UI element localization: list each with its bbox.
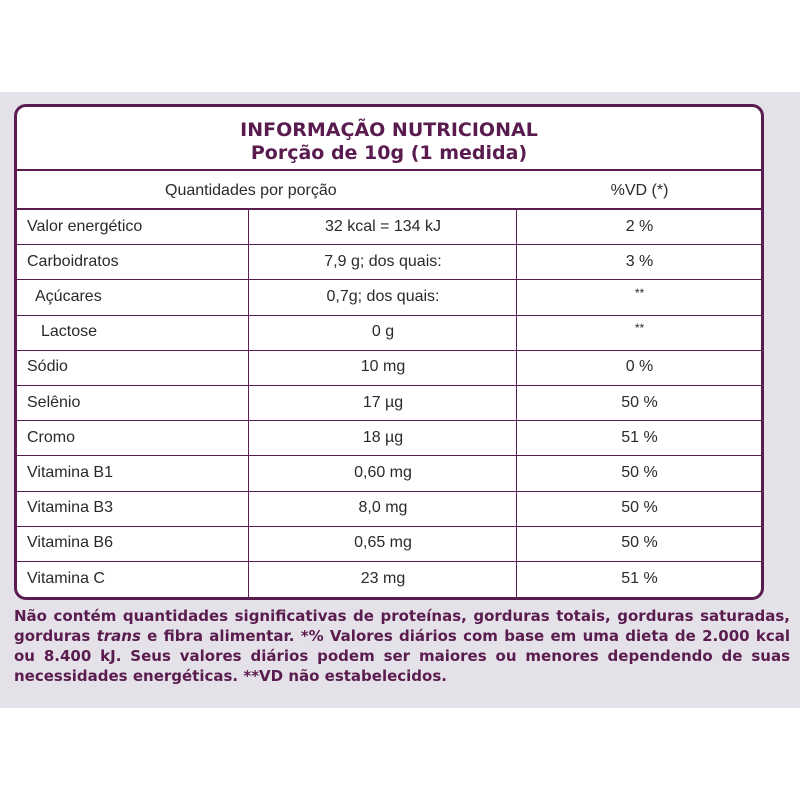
row-divider [17, 420, 761, 421]
column-divider-1 [248, 209, 249, 597]
row-amount: 8,0 mg [358, 499, 408, 516]
nutrition-table [14, 104, 764, 600]
row-vd: 50 % [621, 534, 658, 551]
row-amount: 23 mg [360, 570, 406, 587]
table-title [17, 119, 761, 165]
row-divider [17, 279, 761, 280]
row-amount: 10 mg [360, 358, 406, 375]
row-divider [17, 455, 761, 456]
row-vd: 51 % [621, 429, 658, 446]
row-name: Vitamina B3 [27, 499, 113, 516]
row-name: Vitamina B6 [27, 534, 113, 551]
row-name: Cromo [27, 429, 76, 446]
row-divider [17, 350, 761, 351]
row-amount: 18 µg [362, 429, 404, 446]
row-divider [17, 491, 761, 492]
row-vd: 0 % [625, 358, 654, 375]
row-vd: ** [634, 321, 645, 335]
row-amount: 7,9 g; dos quais: [324, 253, 442, 270]
header-quantities: Quantidades por porção [165, 182, 337, 199]
row-vd: 3 % [625, 253, 654, 270]
row-divider [17, 315, 761, 316]
row-name: Carboidratos [27, 253, 119, 270]
row-name: Valor energético [27, 218, 143, 235]
portion-text: Porção de 10g (1 medida) [250, 142, 528, 164]
title-text: INFORMAÇÃO NUTRICIONAL [240, 119, 538, 141]
row-vd: 50 % [621, 394, 658, 411]
row-name: Açúcares [35, 288, 102, 305]
header-divider [17, 169, 761, 171]
row-amount: 0 g [371, 323, 395, 340]
row-name: Vitamina B1 [27, 464, 113, 481]
row-divider [17, 526, 761, 527]
row-amount: 17 µg [362, 394, 404, 411]
footnote-text-2: e fibra alimentar. *% Valores diários com base em uma dieta de 2.000 kcal ou 8.400 kJ. Seus valores diários podem ser maiores ou menores dependendo de suas necessidades energéticas. **VD não estabelecidos. [14, 627, 790, 685]
row-name: Lactose [41, 323, 98, 340]
row-divider [17, 385, 761, 386]
row-vd: 50 % [621, 464, 658, 481]
column-divider-2 [516, 209, 517, 597]
footnote [14, 606, 790, 686]
row-vd: 51 % [621, 570, 658, 587]
row-amount: 0,7g; dos quais: [326, 288, 440, 305]
row-divider [17, 244, 761, 245]
row-name: Vitamina C [27, 570, 105, 587]
row-vd: 2 % [625, 218, 654, 235]
footnote-trans: trans [96, 627, 141, 645]
header-vd: %VD (*) [610, 182, 669, 199]
row-amount: 32 kcal = 134 kJ [324, 218, 442, 235]
header-bottom-divider [17, 208, 761, 210]
row-vd: ** [634, 286, 645, 300]
row-divider [17, 561, 761, 562]
footnote-text-1: Não contém quantidades significativas de proteínas, gorduras totais, gorduras saturadas, gorduras [14, 607, 790, 645]
row-amount: 0,65 mg [354, 534, 412, 551]
row-name: Selênio [27, 394, 81, 411]
row-vd: 50 % [621, 499, 658, 516]
row-name: Sódio [27, 358, 68, 375]
row-amount: 0,60 mg [354, 464, 412, 481]
